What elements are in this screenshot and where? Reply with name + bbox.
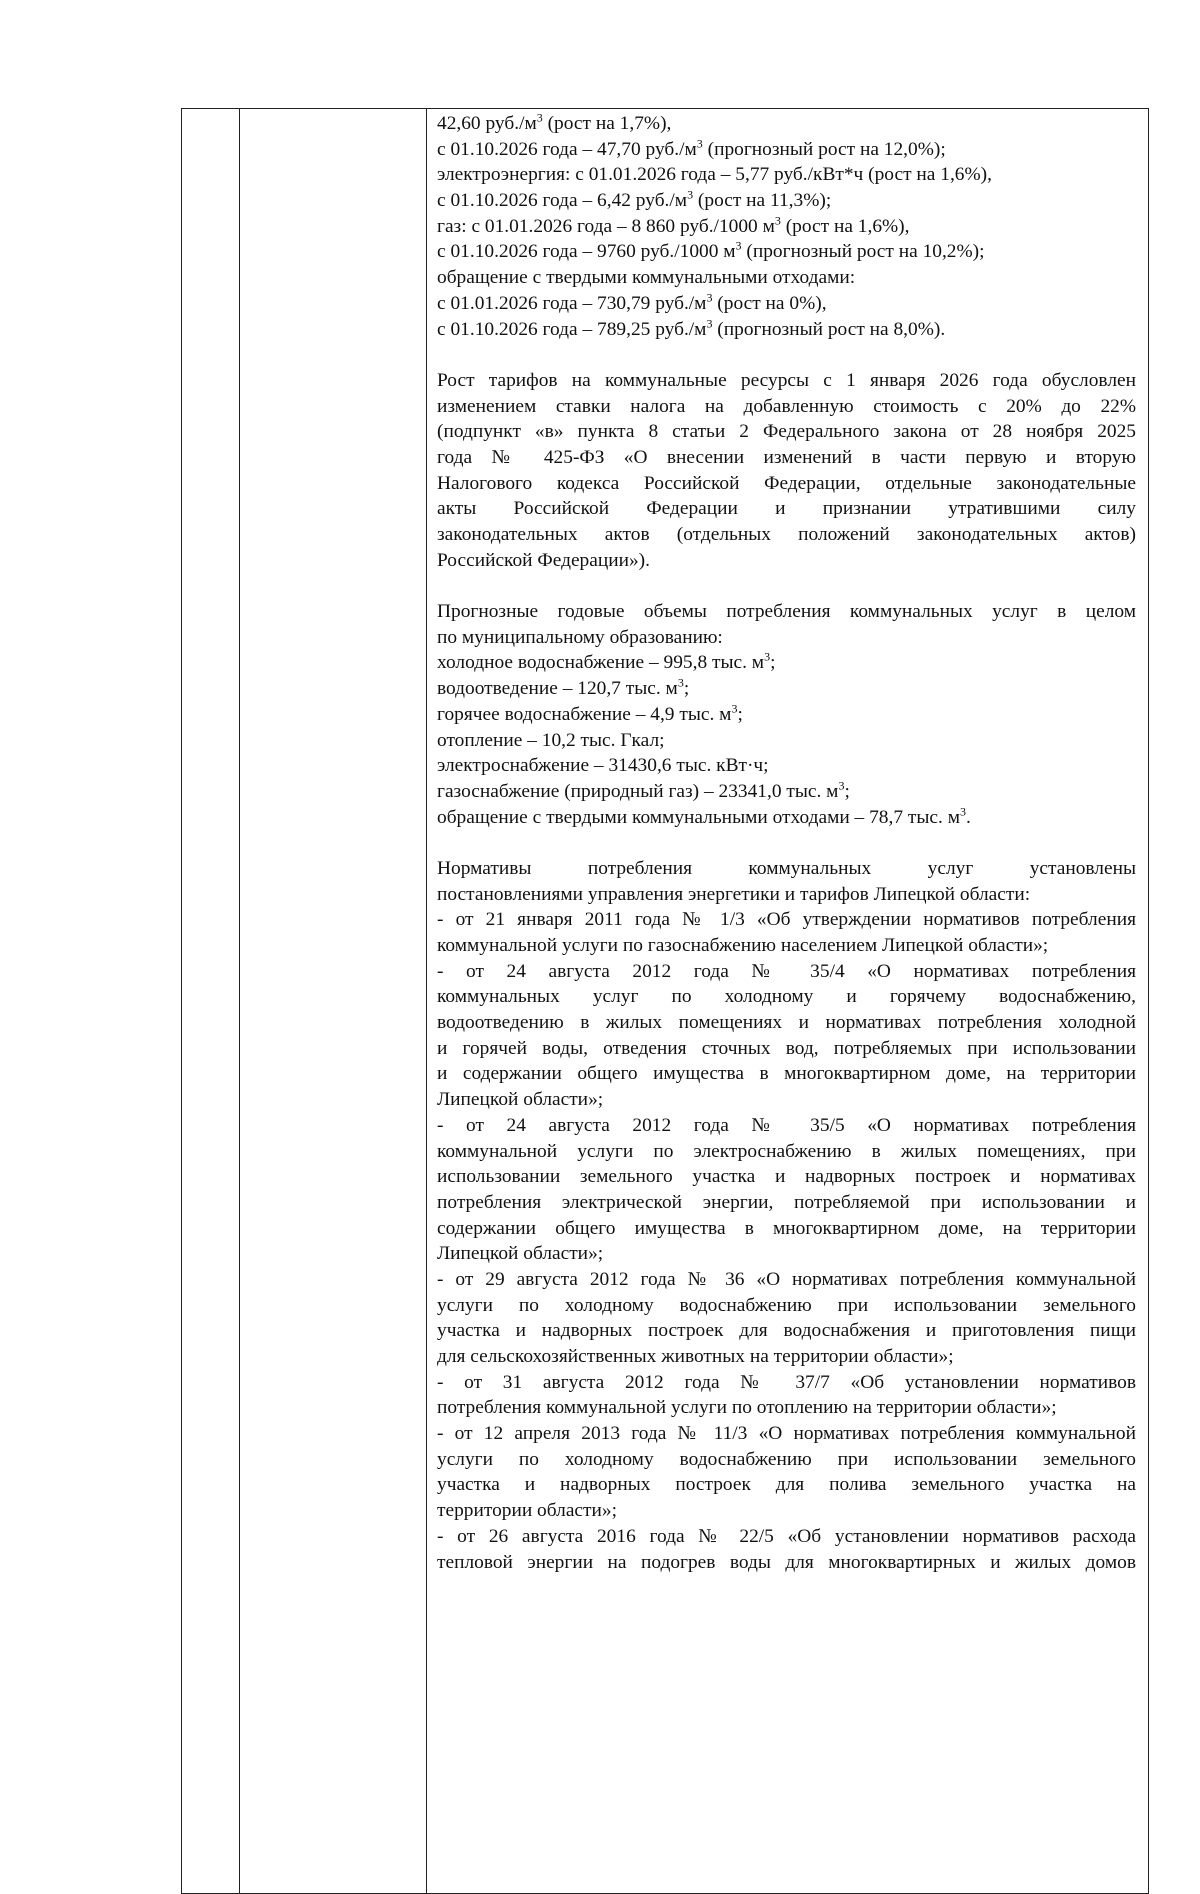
text-line: для сельскохозяйственных животных на территории области»; bbox=[437, 1346, 954, 1367]
number-cell bbox=[182, 109, 240, 1894]
text-line: коммунальных услуг по холодному и горячему водоснабжению, bbox=[437, 986, 1136, 1008]
paragraph-gap bbox=[437, 830, 1136, 856]
superscript: 3 bbox=[959, 804, 966, 819]
text-line: участка и надворных построек для полива земельного участка на bbox=[437, 1474, 1136, 1496]
text-line: использовании земельного участка и надворных построек и нормативах bbox=[437, 1166, 1136, 1188]
line-tail: ; bbox=[844, 780, 850, 802]
text-line: Налогового кодекса Российской Федерации, отдельные законодательные bbox=[437, 472, 1136, 494]
text-line: - от 21 января 2011 года № 1/3 «Об утверждении нормативов потребления bbox=[437, 909, 1136, 931]
text-line bbox=[437, 291, 1136, 317]
text-line: содержании общего имущества в многоквартирном доме, на территории bbox=[437, 1217, 1136, 1239]
text-line: постановлениями управления энергетики и тарифов Липецкой области: bbox=[437, 883, 1031, 905]
tariffs-block bbox=[437, 111, 1136, 342]
text-line bbox=[437, 137, 1136, 163]
line-text: горячее водоснабжение – 4,9 тыс. м bbox=[437, 703, 732, 725]
content-cell bbox=[427, 109, 1149, 1894]
line-tail: (прогнозный рост на 10,2%); bbox=[741, 241, 985, 263]
text-line: законодательных актов (отдельных положений законодательных актов) bbox=[437, 524, 1136, 545]
line-text: с 01.10.2026 года – 9760 руб./1000 м bbox=[437, 241, 736, 263]
line-tail: ; bbox=[770, 652, 776, 674]
volumes-intro bbox=[437, 599, 1136, 650]
text-line: - от 26 августа 2016 года № 22/5 «Об установлении нормативов расхода bbox=[437, 1525, 1136, 1547]
line-tail: (рост на 1,6%), bbox=[780, 215, 910, 237]
superscript: 3 bbox=[735, 238, 742, 253]
text-line: - от 29 августа 2012 года № 36 «О нормативах потребления коммунальной bbox=[437, 1268, 1136, 1290]
text-line: - от 24 августа 2012 года № 35/4 «О нормативах потребления bbox=[437, 960, 1136, 982]
line-text: 42,60 руб./м bbox=[437, 113, 537, 134]
line-text: отопление – 10,2 тыс. Гкал; bbox=[437, 729, 665, 751]
text-line bbox=[437, 779, 1136, 805]
line-tail: ; bbox=[737, 703, 743, 725]
text-line: Липецкой области»; bbox=[437, 1243, 604, 1265]
text-line: участка и надворных построек для водоснабжения и приготовления пищи bbox=[437, 1320, 1136, 1342]
paragraph-gap bbox=[437, 342, 1136, 368]
line-tail: . bbox=[965, 806, 971, 828]
text-line bbox=[437, 214, 1136, 240]
line-tail: (прогнозный рост на 12,0%); bbox=[702, 138, 946, 160]
text-line: Рост тарифов на коммунальные ресурсы с 1 января 2026 года обусловлен bbox=[437, 369, 1136, 391]
line-text: с 01.10.2026 года – 6,42 руб./м bbox=[437, 190, 688, 212]
text-line: Российской Федерации»). bbox=[437, 549, 650, 571]
text-line bbox=[437, 753, 1136, 779]
line-text: холодное водоснабжение – 995,8 тыс. м bbox=[437, 652, 765, 674]
line-text: электроснабжение – 31430,6 тыс. кВт·ч; bbox=[437, 755, 769, 777]
line-tail: (рост на 11,3%); bbox=[693, 190, 832, 212]
text-line bbox=[437, 162, 1136, 188]
superscript: 3 bbox=[731, 701, 738, 716]
superscript: 3 bbox=[838, 778, 845, 793]
text-line bbox=[437, 239, 1136, 265]
line-text: обращение с твердыми коммунальными отходами – 78,7 тыс. м bbox=[437, 806, 960, 828]
text-line: по муниципальному образованию: bbox=[437, 626, 723, 648]
text-line: услуги по холодному водоснабжению при использовании земельного bbox=[437, 1294, 1136, 1316]
text-line: коммунальной услуги по электроснабжению в жилых помещениях, при bbox=[437, 1140, 1136, 1162]
document-table bbox=[181, 108, 1149, 1894]
line-tail: ; bbox=[683, 678, 690, 700]
superscript: 3 bbox=[687, 187, 694, 202]
volumes-list bbox=[437, 650, 1136, 830]
superscript: 3 bbox=[764, 649, 771, 664]
text-line bbox=[437, 676, 1136, 702]
text-line: (подпункт «в» пункта 8 статьи 2 Федерального закона от 28 ноября 2025 bbox=[437, 421, 1136, 443]
text-line bbox=[437, 188, 1136, 214]
name-cell bbox=[240, 109, 427, 1894]
text-line: изменением ставки налога на добавленную стоимость с 20% до 22% bbox=[437, 395, 1136, 417]
text-line: водоотведению в жилых помещениях и нормативах потребления холодной bbox=[437, 1012, 1136, 1034]
text-line: коммунальной услуги по газоснабжению населением Липецкой области»; bbox=[437, 935, 1049, 956]
table-row bbox=[182, 109, 1149, 1894]
line-tail: (прогнозный рост на 8,0%). bbox=[712, 318, 946, 340]
line-tail: (рост на 1,7%), bbox=[542, 113, 672, 134]
text-line: тепловой энергии на подогрев воды для многоквартирных и жилых домов bbox=[437, 1551, 1136, 1573]
superscript: 3 bbox=[774, 213, 781, 228]
norms-paragraph bbox=[437, 856, 1136, 1575]
text-line: Прогнозные годовые объемы потребления коммунальных услуг в целом bbox=[437, 601, 1136, 623]
text-line: потребления электрической энергии, потребляемой при использовании и bbox=[437, 1191, 1136, 1213]
line-text: водоотведение – 120,7 тыс. м bbox=[437, 678, 678, 700]
text-line: акты Российской Федерации и признании утратившими силу bbox=[437, 498, 1136, 520]
text-line: потребления коммунальной услуги по отоплению на территории области»; bbox=[437, 1397, 1057, 1419]
text-line: и горячей воды, отведения сточных вод, потребляемых при использовании bbox=[437, 1037, 1136, 1059]
line-text: с 01.01.2026 года – 730,79 руб./м bbox=[437, 292, 707, 314]
superscript: 3 bbox=[536, 110, 543, 125]
text-line bbox=[437, 650, 1136, 676]
superscript: 3 bbox=[706, 316, 713, 331]
line-text: электроэнергия: с 01.01.2026 года – 5,77 руб./кВт*ч (рост на 1,6%), bbox=[437, 164, 992, 186]
line-tail: (рост на 0%), bbox=[712, 292, 827, 314]
line-text: с 01.10.2026 года – 789,25 руб./м bbox=[437, 318, 707, 340]
text-line: Нормативы потребления коммунальных услуг установлены bbox=[437, 857, 1136, 879]
text-line: Липецкой области»; bbox=[437, 1089, 604, 1111]
text-line: - от 12 апреля 2013 года № 11/3 «О нормативах потребления коммунальной bbox=[437, 1423, 1136, 1445]
text-line: и содержании общего имущества в многоквартирном доме, на территории bbox=[437, 1063, 1136, 1085]
text-line bbox=[437, 111, 1136, 137]
paragraph-gap bbox=[437, 573, 1136, 599]
text-line bbox=[437, 265, 1136, 291]
superscript: 3 bbox=[696, 136, 703, 151]
superscript: 3 bbox=[706, 290, 713, 305]
line-text: обращение с твердыми коммунальными отходами: bbox=[437, 267, 856, 289]
text-line bbox=[437, 728, 1136, 754]
text-line: года № 425-ФЗ «О внесении изменений в части первую и вторую bbox=[437, 446, 1136, 468]
line-text: с 01.10.2026 года – 47,70 руб./м bbox=[437, 138, 697, 160]
text-line: территории области»; bbox=[437, 1500, 617, 1522]
superscript: 3 bbox=[677, 675, 684, 690]
text-line: услуги по холодному водоснабжению при использовании земельного bbox=[437, 1448, 1136, 1470]
text-line: - от 24 августа 2012 года № 35/5 «О нормативах потребления bbox=[437, 1114, 1136, 1136]
line-text: газ: с 01.01.2026 года – 8 860 руб./1000 м bbox=[437, 215, 775, 237]
text-line: - от 31 августа 2012 года № 37/7 «Об установлении нормативов bbox=[437, 1371, 1136, 1393]
tariff-growth-paragraph bbox=[437, 368, 1136, 574]
text-line bbox=[437, 317, 1136, 343]
line-text: газоснабжение (природный газ) – 23341,0 тыс. м bbox=[437, 780, 839, 802]
text-line bbox=[437, 805, 1136, 831]
text-line bbox=[437, 702, 1136, 728]
